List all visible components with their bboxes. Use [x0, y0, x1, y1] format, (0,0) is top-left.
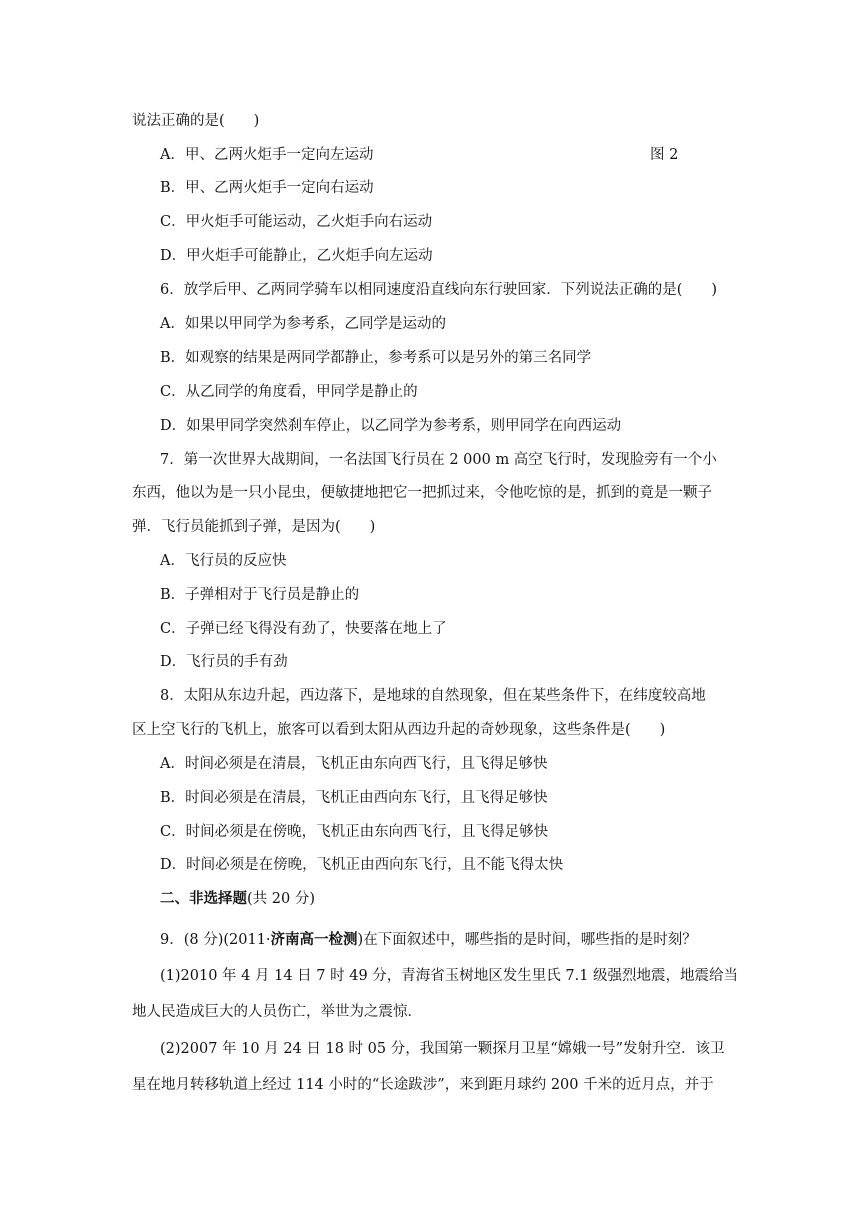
q9-stem [160, 930, 697, 950]
section-2-score: (共 20 分) [247, 891, 315, 907]
q8-stem-line2: 区上空飞行的飞机上，旅客可以看到太阳从西边升起的奇妙现象，这些条件是( ) [132, 722, 666, 738]
q8-stem-line1: 8．太阳从东边升起，西边落下，是地球的自然现象，但在某些条件下，在纬度较高地 [160, 688, 706, 704]
q7-stem-line3: 弹．飞行员能抓到子弹，是因为( ) [132, 519, 376, 535]
q9-item1-line2: 地人民造成巨大的人员伤亡，举世为之震惊． [132, 1004, 422, 1020]
q6-option-b: B．如观察的结果是两同学都静止，参考系可以是另外的第三名同学 [160, 350, 592, 366]
q7-stem-line1: 7．第一次世界大战期间，一名法国飞行员在 2 000 m 高空飞行时，发现脸旁有一个小 [160, 452, 717, 468]
q6-option-a: A．如果以甲同学为参考系，乙同学是运动的 [160, 316, 446, 332]
q5-option-c: C．甲火炬手可能运动，乙火炬手向右运动 [160, 214, 433, 230]
q6-option-c: C．从乙同学的角度看，甲同学是静止的 [160, 384, 418, 400]
q5-stem-tail: 说法正确的是( ) [132, 113, 260, 129]
q5-option-b: B．甲、乙两火炬手一定向右运动 [160, 180, 374, 196]
q9-question: )在下面叙述中，哪些指的是时间，哪些指的是时刻？ [357, 932, 697, 948]
q6-option-d: D．如果甲同学突然刹车停止，以乙同学为参考系，则甲同学在向西运动 [160, 418, 622, 434]
q9-item2-line2: 星在地月转移轨道上经过 114 小时的“长途跋涉”，来到距月球约 200 千米的近月点，并于 [132, 1077, 714, 1093]
q7-option-b: B．子弹相对于飞行员是静止的 [160, 587, 360, 603]
q9-prefix: 9．(8 分)(2011· [160, 932, 271, 948]
section-2-title: 二、非选择题 [160, 890, 247, 907]
section-2-heading [160, 889, 315, 909]
q7-stem-line2: 东西，他以为是一只小昆虫，便敏捷地把它一把抓过来，令他吃惊的是，抓到的竟是一颗子 [132, 485, 712, 501]
q7-option-d: D．飞行员的手有劲 [160, 654, 288, 670]
q8-option-a: A．时间必须是在清晨，飞机正由东向西飞行，且飞得足够快 [160, 756, 548, 772]
q5-option-a: A．甲、乙两火炬手一定向左运动 [160, 147, 374, 163]
q9-source: 济南高一检测 [270, 931, 358, 948]
q7-option-c: C．子弹已经飞得没有劲了，快要落在地上了 [160, 621, 447, 637]
figure-label: 图 2 [650, 147, 679, 163]
q6-stem: 6．放学后甲、乙两同学骑车以相同速度沿直线向东行驶回家．下列说法正确的是( ) [160, 282, 718, 298]
q7-option-a: A．飞行员的反应快 [160, 553, 287, 569]
q8-option-d: D．时间必须是在傍晚，飞机正由西向东飞行，且不能飞得太快 [160, 857, 564, 873]
q9-item1-line1: (1)2010 年 4 月 14 日 7 时 49 分，青海省玉树地区发生里氏 7.1 级强烈地震，地震给当 [160, 968, 739, 984]
q8-option-b: B．时间必须是在清晨，飞机正由西向东飞行，且飞得足够快 [160, 790, 548, 806]
q8-option-c: C．时间必须是在傍晚，飞机正由东向西飞行，且飞得足够快 [160, 824, 549, 840]
q9-item2-line1: (2)2007 年 10 月 24 日 18 时 05 分，我国第一颗探月卫星“嫦娥一号”发射升空．该卫 [160, 1041, 725, 1057]
q5-option-d: D．甲火炬手可能静止，乙火炬手向左运动 [160, 248, 433, 264]
